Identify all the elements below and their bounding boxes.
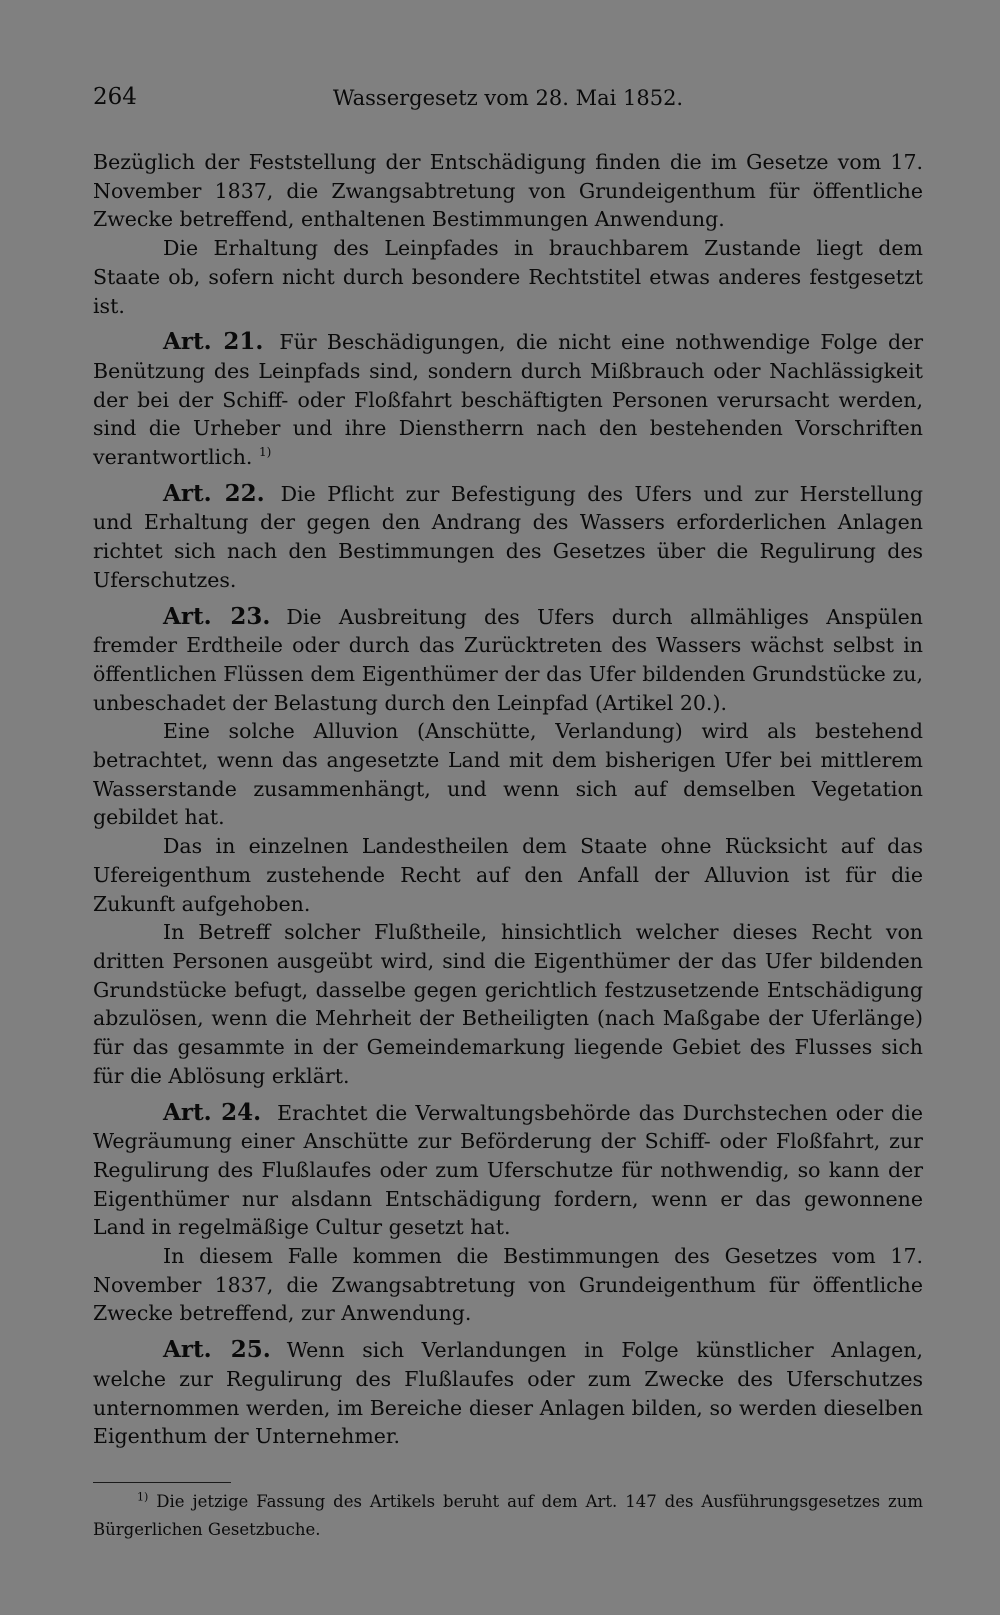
body-text bbox=[93, 148, 923, 1451]
paragraph bbox=[93, 1242, 923, 1328]
footnote bbox=[93, 1488, 923, 1544]
article-24 bbox=[93, 1099, 923, 1243]
paragraph-text: In diesem Falle kommen die Bestimmungen des Gesetzes vom 17. November 1837, die Zwangsabtretung von Grundeigenthum für öffentliche Zwecke betreffend, zur Anwendung. bbox=[93, 1244, 923, 1326]
article-text: Die Pflicht zur Befestigung des Ufers und zur Herstellung und Erhaltung der gegen den Andrang des Wassers erforderlichen Anlagen richtet sich nach den Bestimmungen des Gesetzes über die Regulirung des Uferschutzes. bbox=[93, 481, 923, 592]
article-22 bbox=[93, 480, 923, 595]
running-title: Wassergesetz vom 28. Mai 1852. bbox=[332, 86, 684, 110]
article-text: Die Ausbreitung des Ufers durch allmähliges Anspülen fremder Erdtheile oder durch das Zurücktreten des Wassers wächst selbst in öffentlichen Flüssen dem Eigenthümer der das Ufer bildenden Grundstücke zu, unbeschadet der Belastung durch den Leinpfad (Artikel 20.). bbox=[93, 604, 923, 715]
page-header bbox=[93, 84, 923, 118]
paragraph bbox=[93, 832, 923, 918]
article-label: Art. 24. bbox=[163, 1098, 262, 1126]
footnote-reference: 1) bbox=[258, 445, 272, 460]
article-text: Wenn sich Verlandungen in Folge künstlicher Anlagen, welche zur Regulirung des Flußlaufes oder zum Zwecke des Uferschutzes unternommen werden, im Bereiche dieser Anlagen bilden, so werden dieselben Eigenthum der Unternehmer. bbox=[93, 1338, 923, 1449]
article-label: Art. 25. bbox=[163, 1336, 271, 1364]
paragraph-text: Das in einzelnen Landestheilen dem Staate ohne Rücksicht auf das Ufereigenthum zustehende Recht auf den Anfall der Alluvion ist für die Zukunft aufgehoben. bbox=[93, 834, 923, 916]
article-label: Art. 23. bbox=[163, 602, 271, 630]
paragraph bbox=[93, 918, 923, 1090]
footnote-mark: 1) bbox=[137, 1490, 149, 1504]
paragraph-text: In Betreff solcher Flußtheile, hinsichtlich welcher dieses Recht von dritten Personen ausgeübt wird, sind die Eigenthümer der das Ufer bildenden Grundstücke befugt, dasselbe gegen gerichtlich festzusetzende Entschädigung abzulösen, wenn die Mehrheit der Betheiligten (nach Maßgabe der Uferlänge) für das gesammte in der Gemeindemarkung liegende Gebiet des Flusses sich für die Ablösung erklärt. bbox=[93, 920, 923, 1088]
page-number: 264 bbox=[93, 84, 137, 110]
footnote-divider bbox=[93, 1482, 231, 1483]
footnote-text: Die jetzige Fassung des Artikels beruht auf dem Art. 147 des Ausführungsgesetzes zum Bürgerlichen Gesetzbuche. bbox=[93, 1492, 923, 1539]
paragraph bbox=[93, 717, 923, 832]
article-21 bbox=[93, 328, 923, 472]
article-label: Art. 21. bbox=[163, 328, 264, 356]
article-text: Erachtet die Verwaltungsbehörde das Durchstechen oder die Wegräumung einer Anschütte zur Beförderung der Schiff- oder Floßfahrt, zur Regulirung des Flußlaufes oder zum Uferschutze für nothwendig, so kann der Eigenthümer nur alsdann Entschädigung fordern, wenn er das gewonnene Land in regelmäßige Cultur gesetzt hat. bbox=[93, 1100, 923, 1240]
article-label: Art. 22. bbox=[163, 479, 265, 507]
article-text: Für Beschädigungen, die nicht eine nothwendige Folge der Benützung des Leinpfads sind, sondern durch Mißbrauch oder Nachlässigkeit der bei der Schiff- oder Floßfahrt beschäftigten Personen verursacht werden, sind die Urheber und ihre Dienstherrn nach den bestehenden Vorschriften verantwortlich. bbox=[93, 330, 923, 470]
paragraph-text: Eine solche Alluvion (Anschütte, Verlandung) wird als bestehend betrachtet, wenn das angesetzte Land mit dem bisherigen Ufer bei mittlerem Wasserstande zusammenhängt, und wenn sich auf demselben Vegetation gebildet hat. bbox=[93, 719, 923, 830]
paragraph-text: Die Erhaltung des Leinpfades in brauchbarem Zustande liegt dem Staate ob, sofern nicht durch besondere Rechtstitel etwas anderes festgesetzt ist. bbox=[93, 236, 923, 318]
paragraph-text: Bezüglich der Feststellung der Entschädigung finden die im Gesetze vom 17. November 1837, die Zwangsabtretung von Grundeigenthum für öffentliche Zwecke betreffend, enthaltenen Bestimmungen Anwendung. bbox=[93, 150, 923, 232]
paragraph bbox=[93, 148, 923, 234]
article-25 bbox=[93, 1336, 923, 1451]
paragraph bbox=[93, 234, 923, 320]
article-23 bbox=[93, 603, 923, 718]
